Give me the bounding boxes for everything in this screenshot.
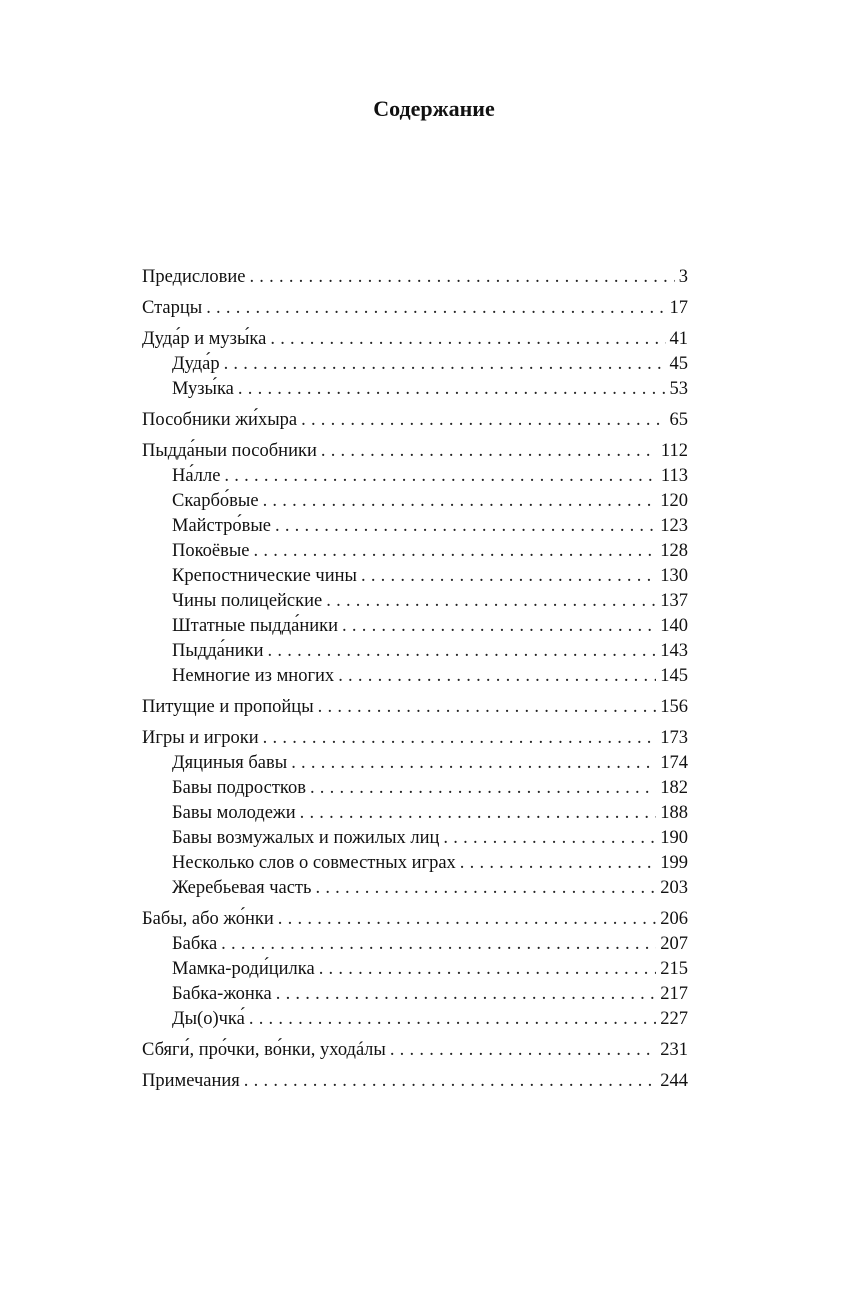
toc-subentry (142, 464, 688, 489)
toc-page-number: 244 (660, 1071, 688, 1091)
dot-leader (270, 327, 665, 352)
toc-entry-label: Бавы молодежи (172, 803, 296, 823)
toc-entry-label: Ды(о)чка́ (172, 1009, 245, 1029)
dot-leader (221, 932, 656, 957)
toc-entry (142, 1069, 688, 1094)
toc-entry (142, 439, 688, 464)
toc-entry-label: Предисловие (142, 267, 246, 287)
toc-entry-label: Бавы возмужалых и пожилых лиц (172, 828, 440, 848)
toc-page-number: 188 (660, 803, 688, 823)
dot-leader (224, 352, 666, 377)
toc-entry-label: Штатные пыдда́ники (172, 616, 339, 636)
toc-subentry (142, 982, 688, 1007)
toc-entry-label: Бабы, або жо́нки (142, 909, 274, 929)
dot-leader (278, 907, 656, 932)
dot-leader (310, 776, 656, 801)
toc-subentry (142, 539, 688, 564)
toc-entry-label: Пыдда́ныи пособники (142, 441, 317, 461)
toc-entry (142, 408, 688, 433)
toc-subentry (142, 851, 688, 876)
toc-entry-label: Пыдда́ники (172, 641, 264, 661)
toc-entry-label: Чины полицейские (172, 591, 323, 611)
dot-leader (254, 539, 657, 564)
dot-leader (276, 982, 657, 1007)
toc-page-number: 17 (669, 298, 688, 318)
dot-leader (249, 1007, 656, 1032)
dot-leader (361, 564, 656, 589)
toc-subentry (142, 664, 688, 689)
toc-page-number: 203 (660, 878, 688, 898)
toc-page-number: 199 (660, 853, 688, 873)
dot-leader (224, 464, 657, 489)
toc-entry-label: Скарбо́вые (172, 491, 259, 511)
dot-leader (263, 726, 657, 751)
toc-entry-label: Несколько слов о совместных играх (172, 853, 456, 873)
toc-entry-label: Игры и игроки (142, 728, 259, 748)
toc-entry-label: Крепостнические чины (172, 566, 357, 586)
toc-entry-label: Сбяги́, про́чки, во́нки, уходáлы (142, 1040, 386, 1060)
toc-page-number: 182 (660, 778, 688, 798)
toc-page-number: 45 (669, 354, 688, 374)
dot-leader (249, 265, 674, 290)
toc-page-number: 128 (660, 541, 688, 561)
toc-subentry (142, 776, 688, 801)
dot-leader (244, 1069, 656, 1094)
toc-entry-label: Бабка-жонка (172, 984, 272, 1004)
dot-leader (206, 296, 665, 321)
toc-page-number: 41 (669, 329, 688, 349)
toc-entry-label: Дуда́р (172, 354, 220, 374)
toc-page-number: 206 (660, 909, 688, 929)
toc-entry (142, 726, 688, 751)
dot-leader (263, 489, 657, 514)
toc-subentry (142, 801, 688, 826)
toc-entry-label: Бавы подростков (172, 778, 306, 798)
dot-leader (318, 695, 657, 720)
toc-page-number: 231 (660, 1040, 688, 1060)
toc-entry (142, 907, 688, 932)
toc-entry-label: Жеребьевая часть (172, 878, 312, 898)
toc-subentry (142, 589, 688, 614)
toc-entry-label: Немногие из многих (172, 666, 335, 686)
toc-page-number: 112 (660, 441, 688, 461)
page-title: Содержание (373, 96, 495, 121)
toc-page-number: 174 (660, 753, 688, 773)
toc-page-number: 190 (660, 828, 688, 848)
dot-leader (268, 639, 657, 664)
toc-subentry (142, 876, 688, 901)
dot-leader (321, 439, 657, 464)
dot-leader (291, 751, 656, 776)
dot-leader (315, 876, 656, 901)
toc-page-number: 120 (660, 491, 688, 511)
dot-leader (300, 801, 657, 826)
toc-subentry (142, 957, 688, 982)
toc-subentry (142, 564, 688, 589)
toc-subentry (142, 377, 688, 402)
dot-leader (338, 664, 656, 689)
toc-entry (142, 296, 688, 321)
toc-entry-label: Дуда́р и музы́ка (142, 329, 267, 349)
toc-page-number: 113 (660, 466, 688, 486)
toc-entry-label: Дяциныя бавы (172, 753, 288, 773)
toc-subentry (142, 514, 688, 539)
toc-page-number: 140 (660, 616, 688, 636)
dot-leader (443, 826, 656, 851)
toc-page-number: 3 (678, 267, 688, 287)
toc-entry (142, 695, 688, 720)
toc-entry-label: Музы́ка (172, 379, 234, 399)
dot-leader (275, 514, 656, 539)
toc-entry-label: Бабка (172, 934, 218, 954)
toc-entry-label: Примечания (142, 1071, 240, 1091)
toc-subentry (142, 639, 688, 664)
toc-page-number: 130 (660, 566, 688, 586)
toc-subentry (142, 751, 688, 776)
toc-entry (142, 1038, 688, 1063)
dot-leader (390, 1038, 656, 1063)
toc-page-number: 65 (669, 410, 688, 430)
toc-subentry (142, 932, 688, 957)
toc-entry-label: Старцы (142, 298, 203, 318)
toc-page-number: 145 (660, 666, 688, 686)
toc-subentry (142, 489, 688, 514)
toc-page-number: 53 (669, 379, 688, 399)
table-of-contents (142, 265, 688, 1094)
dot-leader (301, 408, 665, 433)
dot-leader (342, 614, 656, 639)
toc-subentry (142, 1007, 688, 1032)
toc-entry-label: Мамка-роди́цилка (172, 959, 315, 979)
toc-page-number: 173 (660, 728, 688, 748)
toc-page-number: 143 (660, 641, 688, 661)
toc-entry-label: Майстро́вые (172, 516, 271, 536)
toc-entry (142, 327, 688, 352)
toc-entry-label: Покоёвые (172, 541, 250, 561)
toc-page-number: 137 (660, 591, 688, 611)
toc-page-number: 123 (660, 516, 688, 536)
toc-entry-label: На́лле (172, 466, 221, 486)
dot-leader (326, 589, 656, 614)
toc-subentry (142, 352, 688, 377)
toc-entry (142, 265, 688, 290)
toc-page-number: 217 (660, 984, 688, 1004)
toc-page-number: 207 (660, 934, 688, 954)
toc-page-number: 156 (660, 697, 688, 717)
toc-page-number: 227 (660, 1009, 688, 1029)
toc-subentry (142, 614, 688, 639)
dot-leader (460, 851, 656, 876)
toc-page-number: 215 (660, 959, 688, 979)
toc-subentry (142, 826, 688, 851)
dot-leader (319, 957, 657, 982)
toc-entry-label: Питущие и пропойцы (142, 697, 314, 717)
toc-entry-label: Пособники жи́хыра (142, 410, 298, 430)
dot-leader (238, 377, 666, 402)
